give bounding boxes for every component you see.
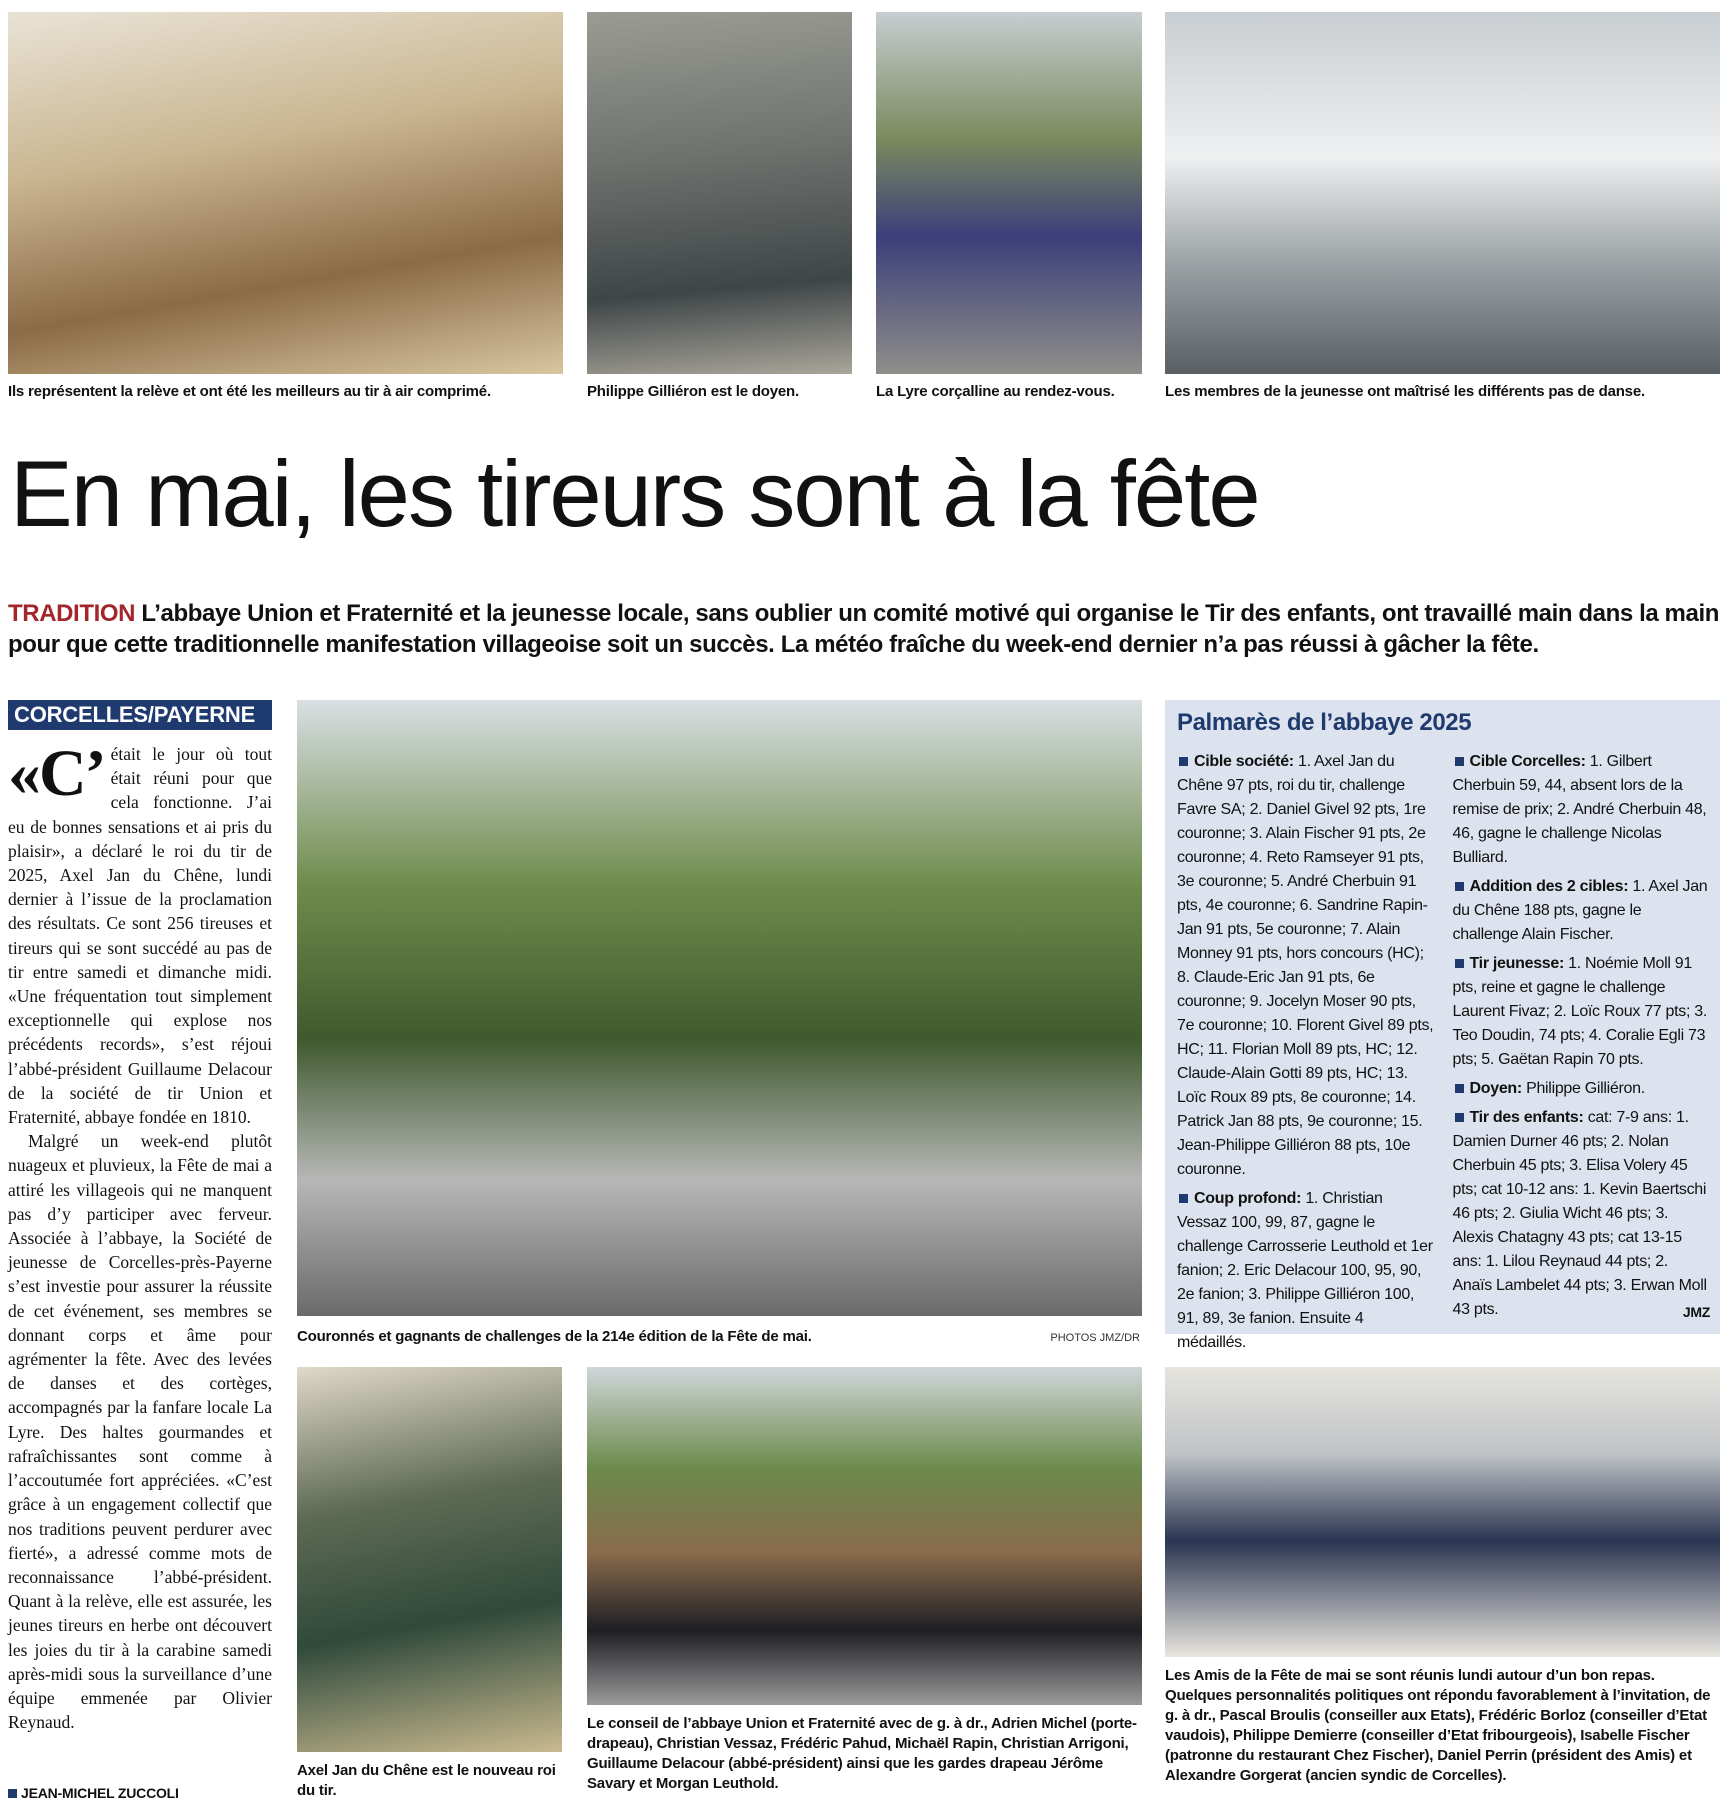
entry-label: Tir jeunesse:	[1469, 955, 1565, 972]
section-tag: CORCELLES/PAYERNE	[8, 700, 272, 730]
byline	[8, 1784, 272, 1802]
entry-text: 1. Axel Jan du Chêne 188 pts, gagne le challenge Alain Fischer.	[1452, 878, 1708, 943]
palmares-entry	[1177, 1187, 1435, 1355]
photo-doyen	[587, 12, 852, 374]
article-paragraph-2: Malgré un week-end plutôt nuageux et pluvieux, la Fête de mai a attiré les villageois qui ne manquent pas d’y participer avec ferveur. Associée à l’abbaye, la Société de jeunesse de Corcelles-près-Payerne s’est investie pour assurer la réussite de cet événement, ses membres se donnant corps et âme pour agrémenter la fête. Avec des levées de danses et des cortèges, accompagnés par la fanfare locale La Lyre. Des haltes gourmandes et rafraîchissantes sont comme à l’accoutumée fort appréciées. «C’est grâce à un engagement collectif que nos traditions peuvent perdurer avec fierté», a adressé comme mots de reconnaissance l’abbé-président. Quant à la relève, elle est assurée, les jeunes tireurs en herbe ont découvert les joies du tir à la carabine samedi après-midi sous la surveillance d’une équipe emmenée par Olivier Reynaud.	[8, 1131, 272, 1733]
square-bullet-icon	[1455, 1084, 1464, 1093]
entry-text: cat: 7-9 ans: 1. Damien Durner 46 pts; 2. Nolan Cherbuin 45 pts; 3. Elisa Volery 45 pts; cat 10-12 ans: 1. Kevin Baertschi 46 pts; 2. Giulia Wicht 46 pts; 3. Alexis Chatagny 43 pts; cat 13-15 ans: 1. Lilou Reynaud 44 pts; 2. Anaïs Lambelet 44 pts; 3. Erwan Moll 43 pts.	[1452, 1109, 1707, 1318]
caption-king: Axel Jan du Chêne est le nouveau roi du tir.	[297, 1762, 556, 1799]
entry-text: 1. Christian Vessaz 100, 99, 87, gagne le challenge Carrosserie Leuthold et 1er fanion; 2. Eric Delacour 100, 95, 90, 2e fanion; 3. Philippe Gilliéron 100, 91, 89, 3e fanion. Ensuite 4 médaillés.	[1177, 1190, 1433, 1351]
square-bullet-icon	[1455, 757, 1464, 766]
photo-lyre	[876, 12, 1142, 374]
entry-label: Addition des 2 cibles:	[1469, 878, 1629, 895]
palmares-entry	[1453, 952, 1711, 1072]
article-paragraph-1-text: était le jour où tout était réuni pour que cela fonctionne. J’ai eu de bonnes sensations et ai pris du plaisir», a déclaré le roi du tir de 2025, Axel Jan du Chêne, lundi dernier à l’issue de la proclamation des résultats. Ce sont 256 tireuses et tireurs qui se sont succédé au pas de tir entre samedi et dimanche midi. «Une fréquentation tout simplement exceptionnelle qui explose nos précédents records», s’est réjoui l’abbé-président Guillaume Delacour de la société de tir Union et Fraternité, abbaye fondée en 1810.	[8, 744, 272, 1128]
photo-winners-group	[297, 700, 1142, 1316]
photo-credit: PHOTOS JMZ/DR	[1050, 1332, 1140, 1344]
square-bullet-icon	[1455, 882, 1464, 891]
entry-label: Cible société:	[1194, 753, 1294, 770]
entry-text: 1. Axel Jan du Chêne 97 pts, roi du tir, challenge Favre SA; 2. Daniel Givel 92 pts, 1re couronne; 3. Alain Fischer 91 pts, 2e couronne; 4. Reto Ramseyer 91 pts, 3e couronne; 5. André Cherbuin 91 pts, 4e couronne; 6. Sandrine Rapin-Jan 91 pts, 5e couronne; 7. Alain Monney 91 pts, hors concours (HC); 8. Claude-Eric Jan 91 pts, 6e couronne; 9. Jocelyn Moser 90 pts, 7e couronne; 10. Florent Givel 89 pts, HC; 11. Florian Moll 89 pts, HC; 12. Claude-Alain Gotti 89 pts, HC; 13. Loïc Roux 89 pts, 8e couronne; 14. Patrick Jan 88 pts, 9e couronne; 15. Jean-Philippe Gilliéron 88 pts, 10e couronne.	[1177, 753, 1434, 1178]
lead-text: L’abbaye Union et Fraternité et la jeunesse locale, sans oublier un comité motivé qui organise le Tir des enfants, ont travaillé main dans la main pour que cette traditionnelle manifestation villageoise soit un succès. La météo fraîche du week-end dernier n’a pas réussi à gâcher la fête.	[8, 600, 1719, 658]
dropcap: «C’	[8, 737, 105, 810]
palmares-signature: JMZ	[1682, 1304, 1710, 1320]
caption-amis: Les Amis de la Fête de mai se sont réunis lundi autour d’un bon repas. Quelques personnalités politiques ont répondu favorablement à l’invitation, de g. à dr., Pascal Broulis (conseiller aux Etats), Frédéric Borloz (conseiller d’Etat vaudois), Philippe Demierre (conseiller d’Etat fribourgeois), Isabelle Fischer (patronne du restaurant Chez Fischer), Daniel Perrin (président des Amis) et Alexandre Gorgerat (ancien syndic de Corcelles).	[1165, 1667, 1711, 1784]
entry-text: 1. Gilbert Cherbuin 59, 44, absent lors de la remise de prix; 2. André Cherbuin 48, 46, gagne le challenge Nicolas Bulliard.	[1452, 753, 1707, 866]
entry-text: 1. Noémie Moll 91 pts, reine et gagne le challenge Laurent Fivaz; 2. Loïc Roux 77 pts; 3. Teo Doudin, 74 pts; 4. Coralie Egli 73 pts; 5. Gaëtan Rapin 70 pts.	[1452, 955, 1708, 1068]
entry-label: Cible Corcelles:	[1469, 753, 1586, 770]
palmares-entry	[1453, 1077, 1711, 1101]
palmares-title: Palmarès de l’abbaye 2025	[1177, 709, 1472, 736]
photo-council	[587, 1367, 1142, 1705]
photo-amis	[1165, 1367, 1720, 1657]
photo-young-shooters	[8, 12, 563, 374]
article-body	[8, 737, 272, 1772]
photo-dance	[1165, 12, 1720, 374]
palmares-entry	[1453, 1106, 1711, 1322]
caption-doyen: Philippe Gilliéron est le doyen.	[587, 383, 799, 400]
caption-lyre: La Lyre corçalline au rendez-vous.	[876, 383, 1115, 400]
lead-kicker: TRADITION	[8, 600, 136, 627]
caption-winners-group: Couronnés et gagnants de challenges de la 214e édition de la Fête de mai.	[297, 1328, 812, 1345]
palmares-entry	[1177, 750, 1435, 1182]
entry-label: Tir des enfants:	[1469, 1109, 1584, 1126]
palmares-box	[1165, 700, 1720, 1351]
palmares-entry	[1453, 875, 1711, 947]
headline: En mai, les tireurs sont à la fête	[10, 441, 1259, 546]
caption-young-shooters: Ils représentent la relève et ont été les meilleurs au tir à air comprimé.	[8, 383, 491, 400]
entry-label: Doyen:	[1469, 1080, 1522, 1097]
square-bullet-icon	[1455, 1113, 1464, 1122]
square-bullet-icon	[1455, 959, 1464, 968]
entry-text: Philippe Gilliéron.	[1521, 1080, 1645, 1097]
caption-dance: Les membres de la jeunesse ont maîtrisé les différents pas de danse.	[1165, 383, 1645, 400]
photo-king	[297, 1367, 562, 1752]
entry-label: Coup profond:	[1194, 1190, 1302, 1207]
article-paragraph-1	[8, 737, 272, 1129]
lead-paragraph	[8, 598, 1720, 660]
byline-author: JEAN-MICHEL ZUCCOLI	[21, 1785, 179, 1801]
square-bullet-icon	[1179, 1194, 1188, 1203]
palmares-entry	[1453, 750, 1711, 870]
caption-council: Le conseil de l’abbaye Union et Fraternité avec de g. à dr., Adrien Michel (porte-drapeau), Christian Vessaz, Frédéric Pahud, Michaël Rapin, Christian Arrigoni, Guillaume Delacour (abbé-président) ainsi que les gardes drapeau Jérôme Savary et Morgan Leuthold.	[587, 1715, 1137, 1792]
palmares-right-column	[1453, 750, 1711, 1360]
square-bullet-icon	[1179, 757, 1188, 766]
palmares-left-column	[1177, 750, 1435, 1360]
byline-square-icon	[8, 1789, 17, 1798]
